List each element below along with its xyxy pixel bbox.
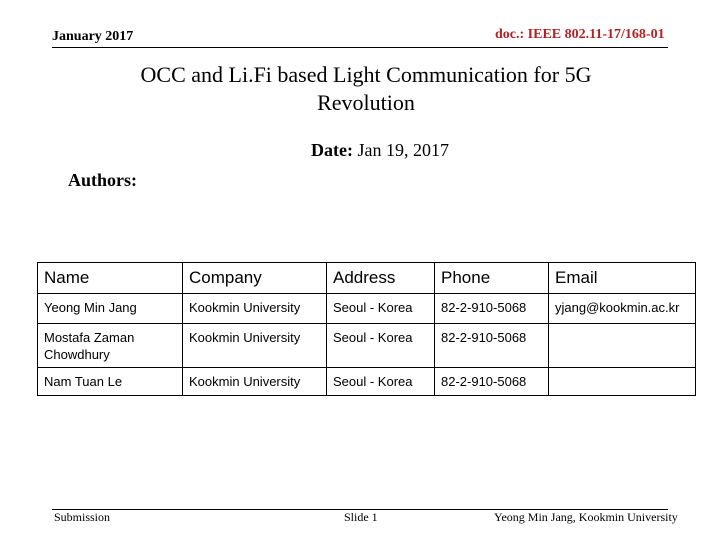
table-row [38,324,696,368]
slide-title [60,61,672,117]
authors-table [37,262,696,396]
footer-author: Yeong Min Jang, Kookmin University [494,510,678,524]
header-doc-id: doc.: IEEE 802.11-17/168-01 [495,27,665,42]
authors-label: Authors: [68,170,138,190]
cell-address: Seoul - Korea [327,294,435,324]
column-header-email: Email [549,263,696,294]
cell-name: Mostafa Zaman Chowdhury [38,324,183,368]
column-header-phone: Phone [435,263,549,294]
cell-company: Kookmin University [183,368,327,396]
table-row [38,368,696,396]
table-row [38,294,696,324]
header-date: January 2017 [52,29,134,44]
table-header-row [38,263,696,294]
column-header-address: Address [327,263,435,294]
slide-title-line-2: Revolution [317,90,415,115]
cell-name: Nam Tuan Le [38,368,183,396]
date-value: Jan 19, 2017 [357,140,449,160]
header-divider [52,47,668,48]
cell-company: Kookmin University [183,324,327,368]
footer-slide-number: Slide 1 [344,510,378,524]
cell-address: Seoul - Korea [327,324,435,368]
column-header-name: Name [38,263,183,294]
date-line [200,140,560,161]
cell-phone: 82-2-910-5068 [435,368,549,396]
column-header-company: Company [183,263,327,294]
cell-email: yjang@kookmin.ac.kr [549,294,696,324]
slide-title-line-1: OCC and Li.Fi based Light Communication for 5G [140,62,592,87]
cell-phone: 82-2-910-5068 [435,324,549,368]
date-label: Date: [311,140,353,160]
cell-email [549,368,696,396]
cell-address: Seoul - Korea [327,368,435,396]
footer-submission: Submission [54,510,111,524]
cell-name: Yeong Min Jang [38,294,183,324]
cell-email [549,324,696,368]
cell-phone: 82-2-910-5068 [435,294,549,324]
cell-company: Kookmin University [183,294,327,324]
